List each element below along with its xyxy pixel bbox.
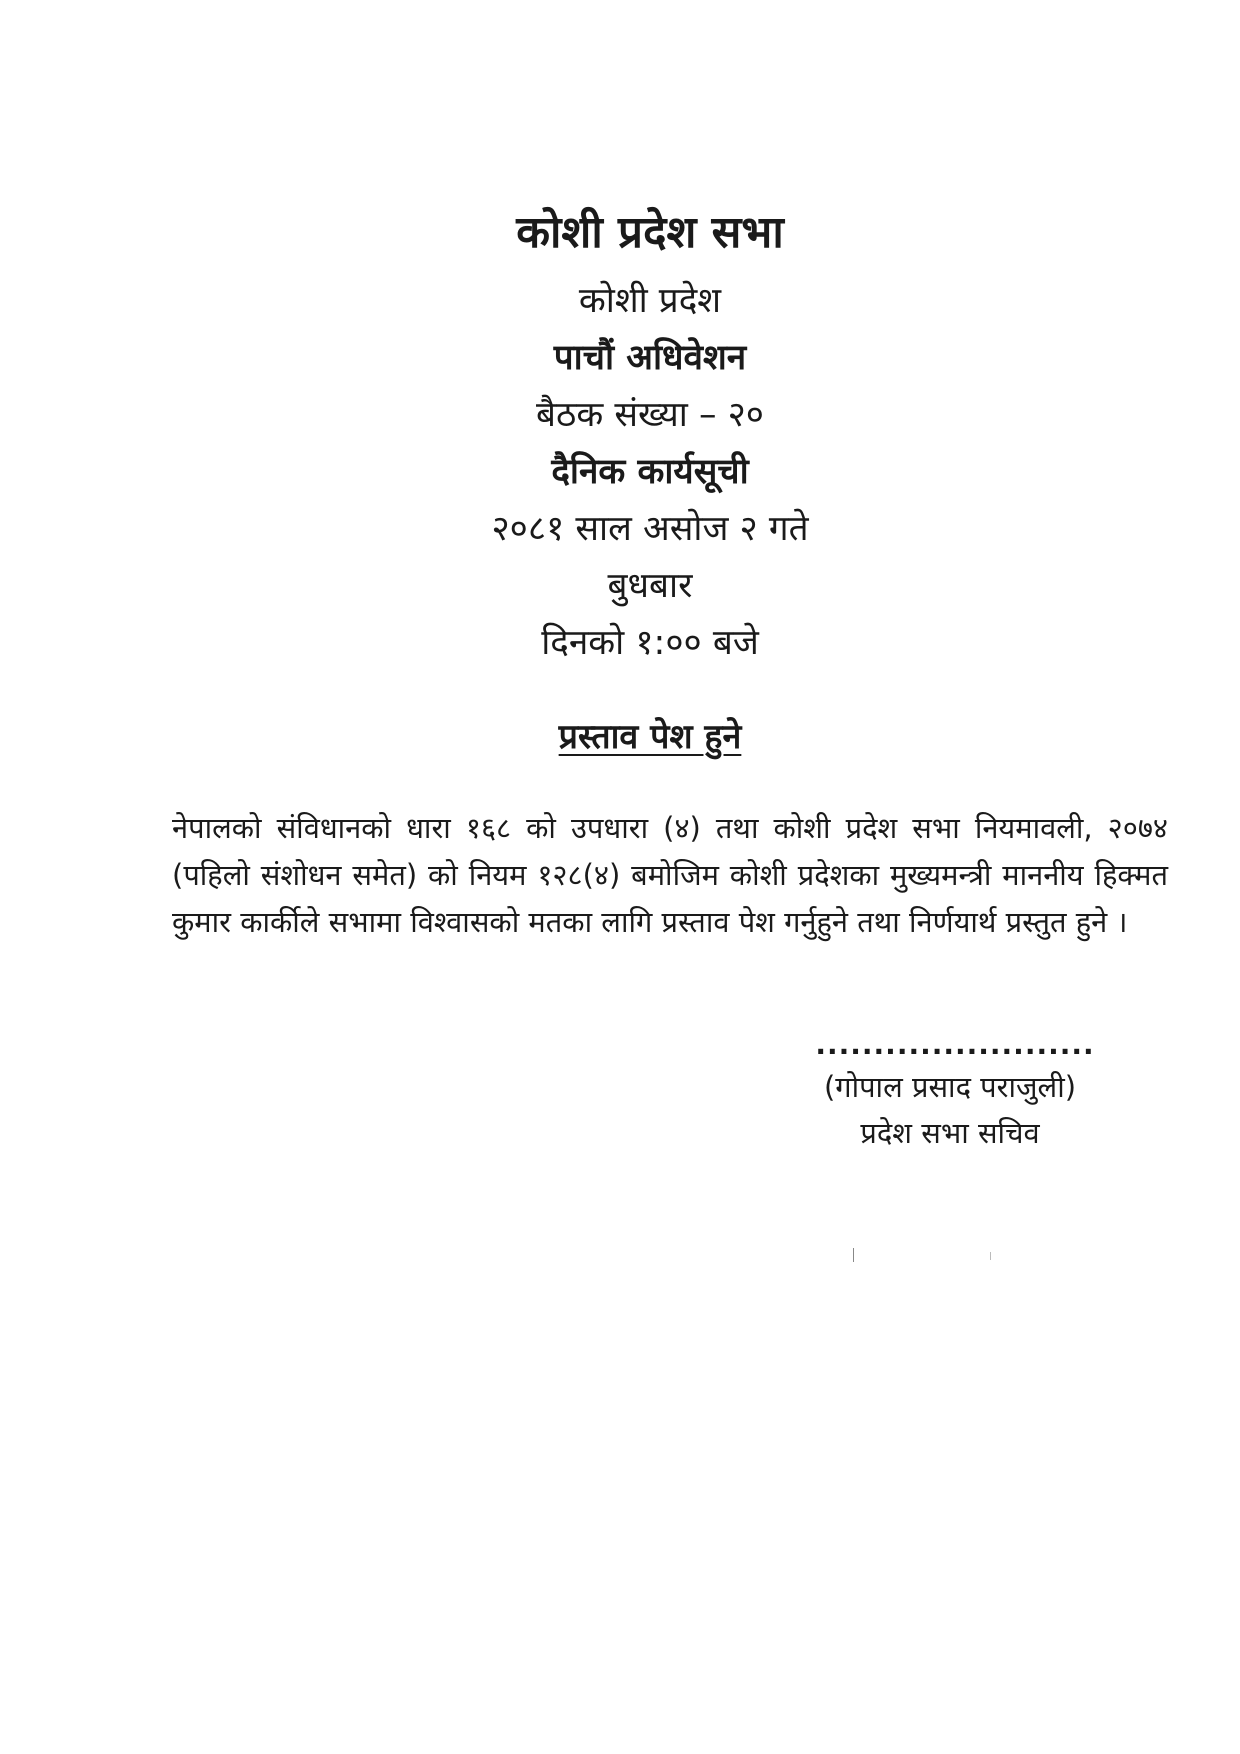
agenda-title: दैनिक कार्यसूची (551, 452, 749, 492)
proposal-paragraph: नेपालको संविधानको धारा १६८ को उपधारा (४) तथा कोशी प्रदेश सभा नियमावली, २०७४ (पहिलो संशोधन समेत) को नियम १२८(४) बमोजिम कोशी प्रदेशका मुख्यमन्त्री माननीय हिक्मत कुमार कार्कीले सभामा विश्वासको मतका लागि प्रस्ताव पेश गर्नुहुने तथा निर्णयार्थ प्रस्तुत हुने । (172, 811, 1168, 939)
section-heading (0, 715, 1240, 759)
meeting-date: २०८१ साल असोज २ गते (491, 509, 809, 549)
assembly-title: कोशी प्रदेश सभा (516, 207, 784, 258)
province-name: कोशी प्रदेश (578, 281, 722, 321)
meeting-weekday: बुधबार (607, 566, 693, 606)
signatory-name: (गोपाल प्रसाद पराजुली) (823, 1070, 1077, 1104)
meeting-number: बैठक संख्या – २० (536, 395, 764, 435)
meeting-time: दिनको १:०० बजे (541, 623, 759, 663)
scan-speck (990, 1252, 991, 1260)
signatory-title: प्रदेश सभा सचिव (860, 1116, 1040, 1150)
session-name: पाचौं अधिवेशन (553, 338, 747, 378)
scan-speck (853, 1248, 854, 1262)
signature-block (800, 1030, 1100, 1156)
signature-line: ........................ (815, 1028, 1095, 1061)
document-header (0, 205, 1240, 674)
section-heading-text: प्रस्ताव पेश हुने (558, 717, 742, 757)
